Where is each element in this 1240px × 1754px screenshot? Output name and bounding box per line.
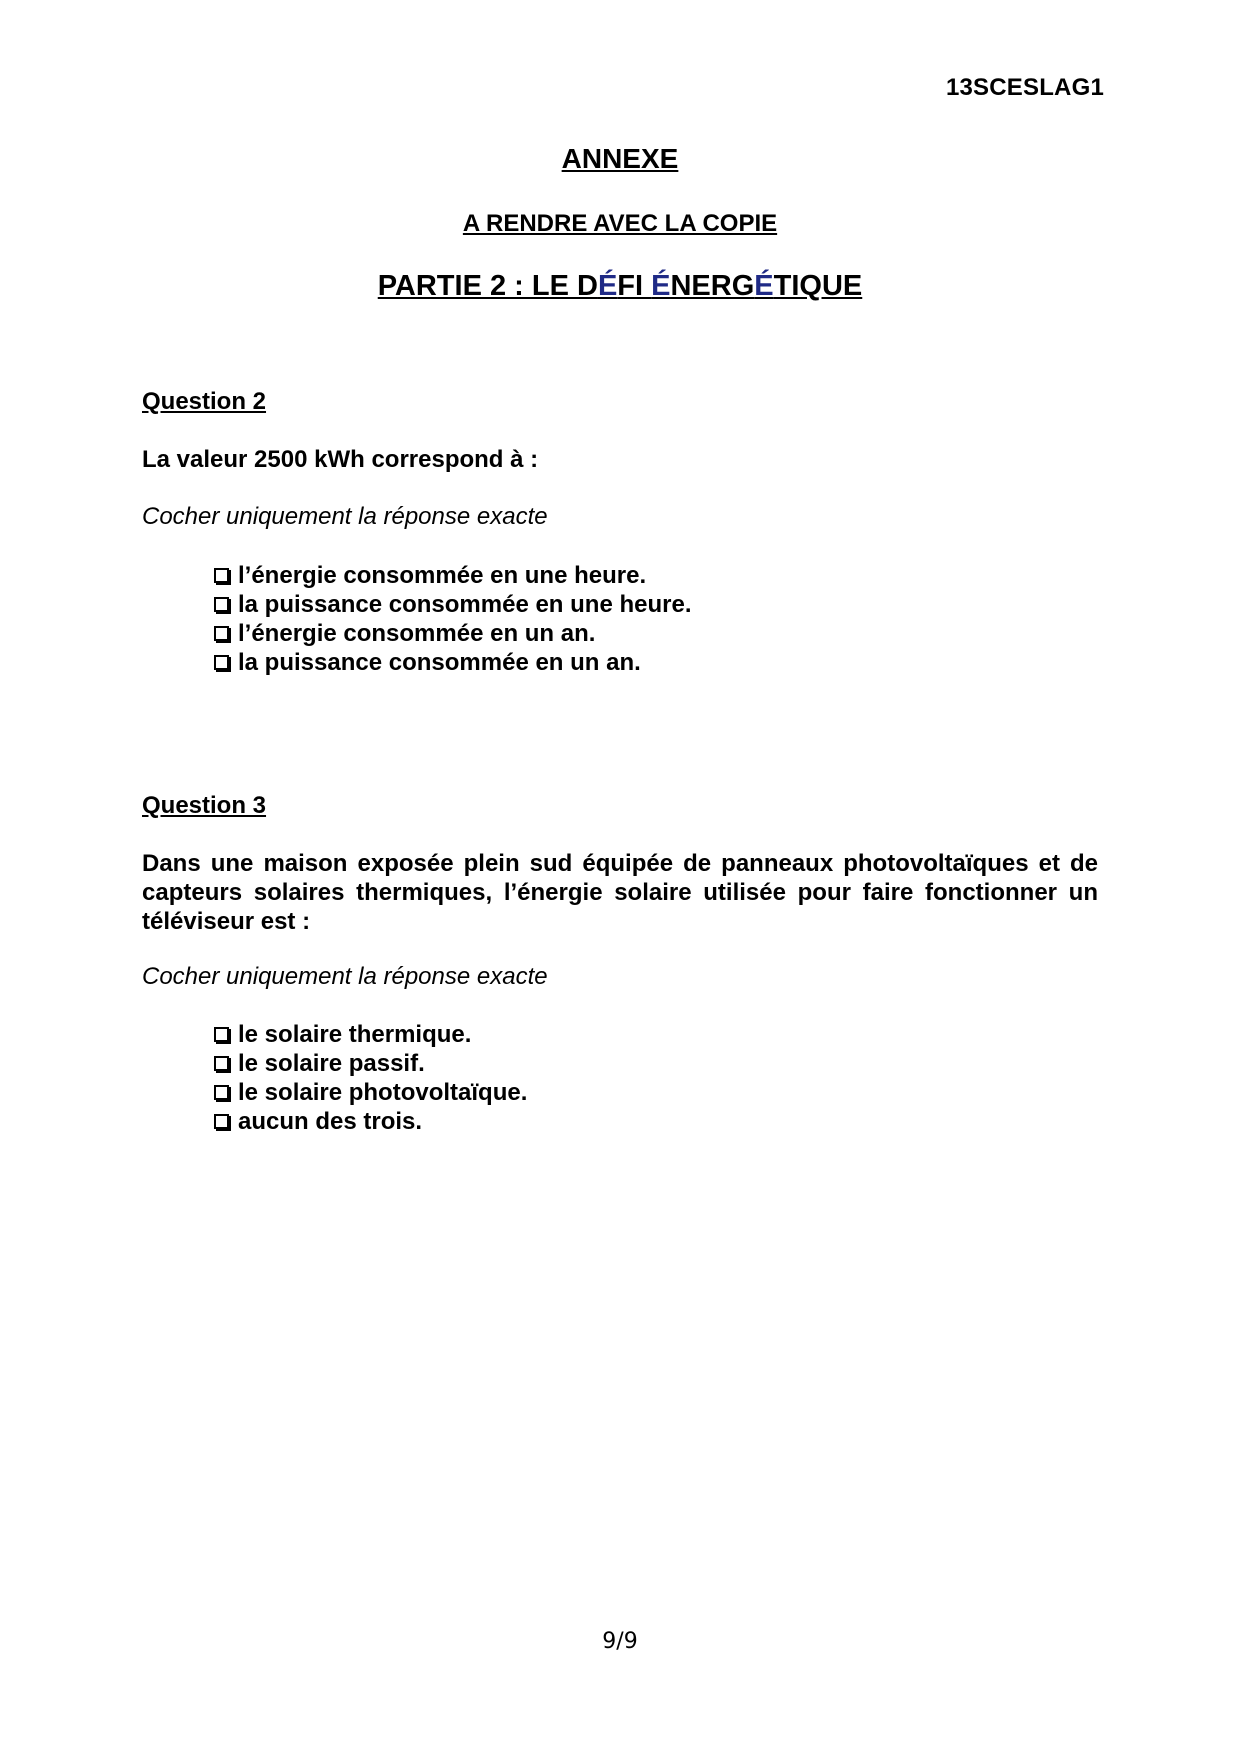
checkbox-icon[interactable] xyxy=(214,568,229,583)
return-instruction: A RENDRE AVEC LA COPIE xyxy=(462,210,778,237)
option-label: le solaire passif. xyxy=(238,1050,425,1077)
part-title-accent-3: É xyxy=(754,270,774,302)
question-2-options xyxy=(214,561,692,677)
option-label: l’énergie consommée en une heure. xyxy=(238,562,647,589)
question-3-option[interactable] xyxy=(214,1107,527,1136)
option-label: le solaire photovoltaïque. xyxy=(238,1079,528,1106)
option-label: la puissance consommée en un an. xyxy=(238,649,641,676)
question-3-option[interactable] xyxy=(214,1049,527,1078)
part-title-accent-2: É xyxy=(651,270,671,302)
checkbox-icon[interactable] xyxy=(214,1114,229,1129)
part-title-suffix: TIQUE xyxy=(773,270,863,302)
annexe-title: ANNEXE xyxy=(561,143,679,174)
checkbox-icon[interactable] xyxy=(214,626,229,641)
question-2-option[interactable] xyxy=(214,648,692,677)
part-title xyxy=(0,270,1240,303)
option-label: le solaire thermique. xyxy=(238,1021,472,1048)
question-2-title: Question 2 xyxy=(142,388,267,415)
checkbox-icon[interactable] xyxy=(214,1027,229,1042)
option-label: la puissance consommée en une heure. xyxy=(238,591,692,618)
question-3-instruction: Cocher uniquement la réponse exacte xyxy=(142,963,548,990)
checkbox-icon[interactable] xyxy=(214,1085,229,1100)
page-number: 9/9 xyxy=(602,1629,638,1654)
option-label: aucun des trois. xyxy=(238,1108,423,1135)
part-title-accent-1: É xyxy=(597,270,618,302)
question-2-option[interactable] xyxy=(214,561,692,590)
checkbox-icon[interactable] xyxy=(214,655,229,670)
question-3-option[interactable] xyxy=(214,1078,527,1107)
question-2-text: La valeur 2500 kWh correspond à : xyxy=(142,446,539,473)
question-2-option[interactable] xyxy=(214,619,692,648)
checkbox-icon[interactable] xyxy=(214,1056,229,1071)
part-title-mid-2: NERG xyxy=(670,270,755,302)
option-label: l’énergie consommée en un an. xyxy=(238,620,596,647)
part-title-mid-1: FI xyxy=(617,270,652,302)
question-3-option[interactable] xyxy=(214,1020,527,1049)
question-3-title: Question 3 xyxy=(142,792,267,819)
question-2-instruction: Cocher uniquement la réponse exacte xyxy=(142,503,548,530)
document-code: 13SCESLAG1 xyxy=(945,74,1104,101)
question-3-options xyxy=(214,1020,527,1136)
question-2-option[interactable] xyxy=(214,590,692,619)
part-title-prefix: PARTIE 2 : LE D xyxy=(377,270,598,302)
checkbox-icon[interactable] xyxy=(214,597,229,612)
question-3-text: Dans une maison exposée plein sud équipée de panneaux photovoltaïques et de capteurs solaires thermiques, l’énergie solaire utilisée pour faire fonctionner un téléviseur est : xyxy=(142,850,1098,935)
